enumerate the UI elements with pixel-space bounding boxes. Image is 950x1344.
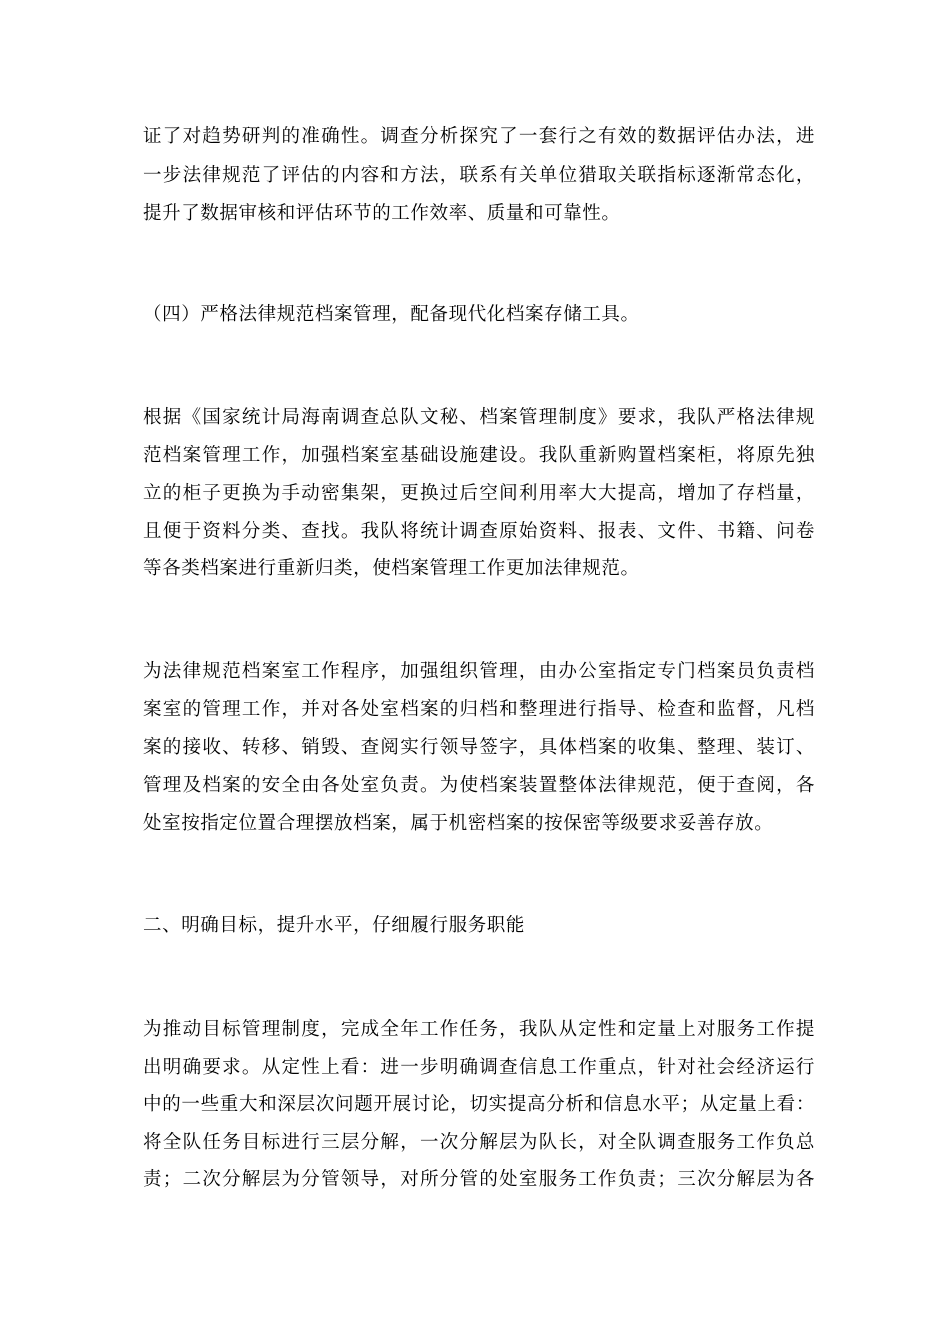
paragraph-2-line-2: 范档案管理工作，加强档案室基础设施建设。我队重新购置档案柜，将原先独	[143, 445, 815, 466]
paragraph-3-line-3: 案的接收、转移、销毁、查阅实行领导签字，具体档案的收集、整理、装订、	[143, 737, 815, 758]
paragraph-3-line-5: 处室按指定位置合理摆放档案，属于机密档案的按保密等级要求妥善存放。	[143, 813, 774, 834]
section-heading-4: （四）严格法律规范档案管理，配备现代化档案存储工具。	[143, 304, 640, 325]
paragraph-3-line-4: 管理及档案的安全由各处室负责。为使档案装置整体法律规范，便于查阅，各	[143, 775, 815, 796]
paragraph-4-line-2: 出明确要求。从定性上看：进一步明确调查信息工作重点，针对社会经济运行	[143, 1057, 815, 1078]
paragraph-4-line-5: 责；二次分解层为分管领导，对所分管的处室服务工作负责；三次分解层为各	[143, 1169, 815, 1190]
paragraph-2-line-4: 且便于资料分类、查找。我队将统计调查原始资料、报表、文件、书籍、问卷	[143, 521, 815, 542]
paragraph-4-line-3: 中的一些重大和深层次问题开展讨论，切实提高分析和信息水平；从定量上看：	[143, 1094, 815, 1115]
paragraph-3-line-1: 为法律规范档案室工作程序，加强组织管理，由办公室指定专门档案员负责档	[143, 661, 815, 682]
paragraph-1-line-3: 提升了数据审核和评估环节的工作效率、质量和可靠性。	[143, 203, 621, 224]
paragraph-3-line-2: 案室的管理工作，并对各处室档案的归档和整理进行指导、检查和监督，凡档	[143, 699, 815, 720]
paragraph-2-line-5: 等各类档案进行重新归类，使档案管理工作更加法律规范。	[143, 558, 640, 579]
paragraph-4-line-1: 为推动目标管理制度，完成全年工作任务，我队从定性和定量上对服务工作提	[143, 1019, 815, 1040]
paragraph-1-line-2: 一步法律规范了评估的内容和方法，联系有关单位猎取关联指标逐渐常态化，	[143, 165, 815, 186]
section-heading-2: 二、明确目标，提升水平，仔细履行服务职能	[143, 915, 526, 936]
paragraph-1-line-1: 证了对趋势研判的准确性。调查分析探究了一套行之有效的数据评估办法，进	[143, 126, 815, 147]
paragraph-4-line-4: 将全队任务目标进行三层分解，一次分解层为队长，对全队调查服务工作负总	[143, 1132, 815, 1153]
paragraph-2-line-1: 根据《国家统计局海南调查总队文秘、档案管理制度》要求，我队严格法律规	[143, 407, 815, 428]
paragraph-2-line-3: 立的柜子更换为手动密集架，更换过后空间利用率大大提高，增加了存档量，	[143, 483, 815, 504]
